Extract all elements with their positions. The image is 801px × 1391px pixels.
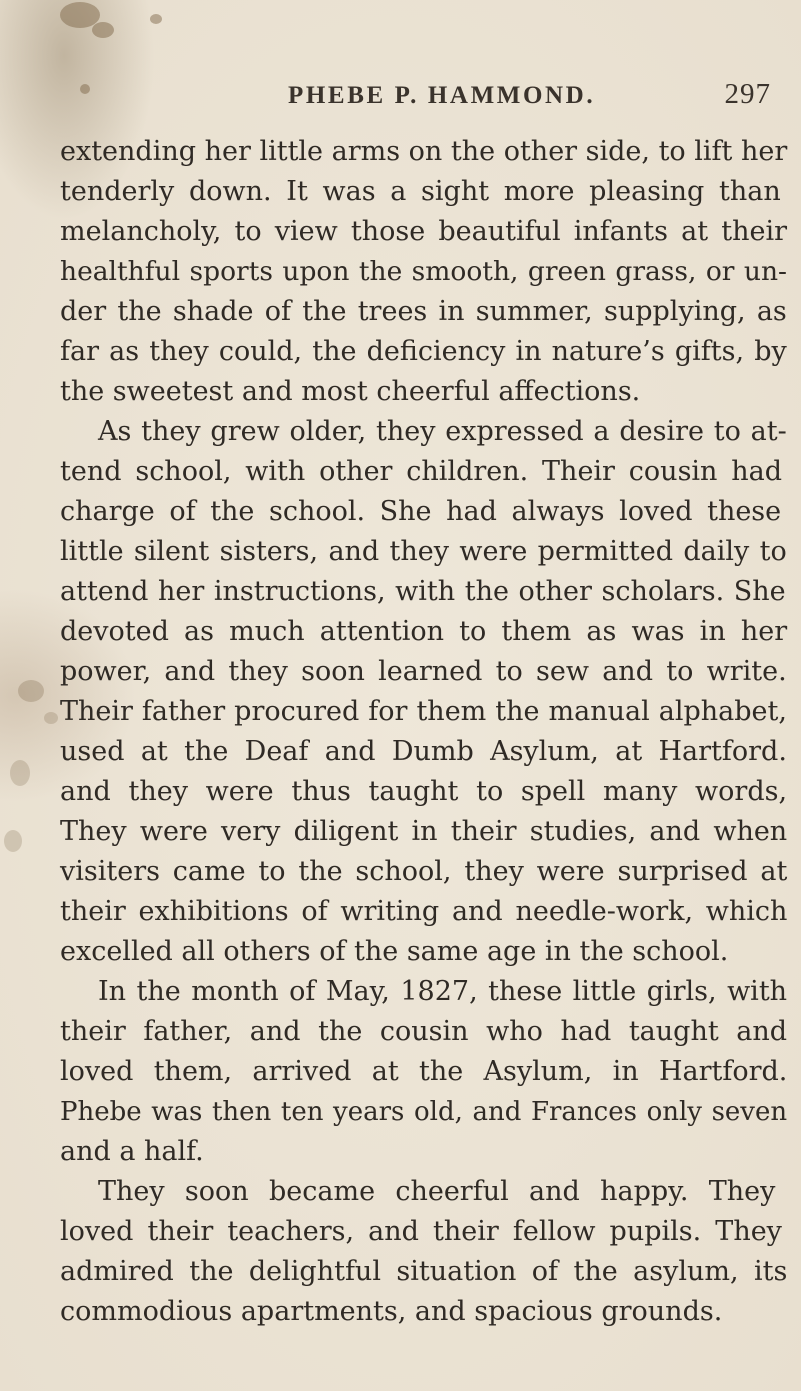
text-line: loved their teachers, and their fellow pupils. They [60, 1216, 782, 1247]
text-line: healthful sports upon the smooth, green grass, or un- [60, 256, 787, 287]
text-line: devoted as much attention to them as was in her [60, 616, 788, 647]
page-header [0, 78, 801, 118]
foxing-spot [4, 830, 22, 852]
text-line: the sweetest and most cheerful affections. [60, 376, 641, 407]
text-line: little silent sisters, and they were permitted daily to [60, 536, 787, 567]
text-line: tenderly down. It was a sight more pleasing than [60, 176, 781, 207]
text-line: extending her little arms on the other side, to lift her [60, 136, 788, 167]
foxing-spot [44, 712, 58, 724]
text-line: As they grew older, they expressed a desire to at- [98, 416, 787, 447]
text-line: admired the delightful situation of the asylum, its [60, 1256, 788, 1287]
text-line: and a half. [60, 1136, 204, 1167]
foxing-spot [92, 22, 114, 38]
foxing-spot [18, 680, 44, 702]
text-line: far as they could, the deficiency in nature’s gifts, by [60, 336, 787, 367]
text-line: attend her instructions, with the other scholars. She [60, 576, 786, 607]
text-line: They were very diligent in their studies, and when [60, 816, 788, 847]
text-line: They soon became cheerful and happy. They [98, 1176, 776, 1207]
running-head: PHEBE P. HAMMOND. [288, 82, 596, 109]
text-line: melancholy, to view those beautiful infants at their [60, 216, 788, 247]
text-line: Their father procured for them the manual alphabet, [60, 696, 787, 727]
text-line: charge of the school. She had always loved these [60, 496, 782, 527]
page-number: 297 [724, 78, 771, 110]
text-line: visiters came to the school, they were surprised at [60, 856, 788, 887]
text-line: their father, and the cousin who had taught and [60, 1016, 788, 1047]
text-line: commodious apartments, and spacious grounds. [60, 1296, 723, 1327]
text-line: Phebe was then ten years old, and Frances only seven [60, 1097, 788, 1127]
foxing-spot [10, 760, 30, 786]
text-line: loved them, arrived at the Asylum, in Hartford. [60, 1056, 788, 1087]
text-line: tend school, with other children. Their cousin had [60, 456, 783, 487]
text-line: and they were thus taught to spell many words, [60, 776, 788, 807]
foxing-spot [150, 14, 162, 24]
text-line: power, and they soon learned to sew and to write. [60, 656, 787, 687]
text-line: their exhibitions of writing and needle-work, which [60, 896, 788, 927]
text-line: In the month of May, 1827, these little girls, with [98, 976, 788, 1007]
text-line: der the shade of the trees in summer, supplying, as [60, 296, 787, 327]
text-line: excelled all others of the same age in the school. [60, 936, 729, 967]
text-line: used at the Deaf and Dumb Asylum, at Hartford. [60, 736, 787, 767]
